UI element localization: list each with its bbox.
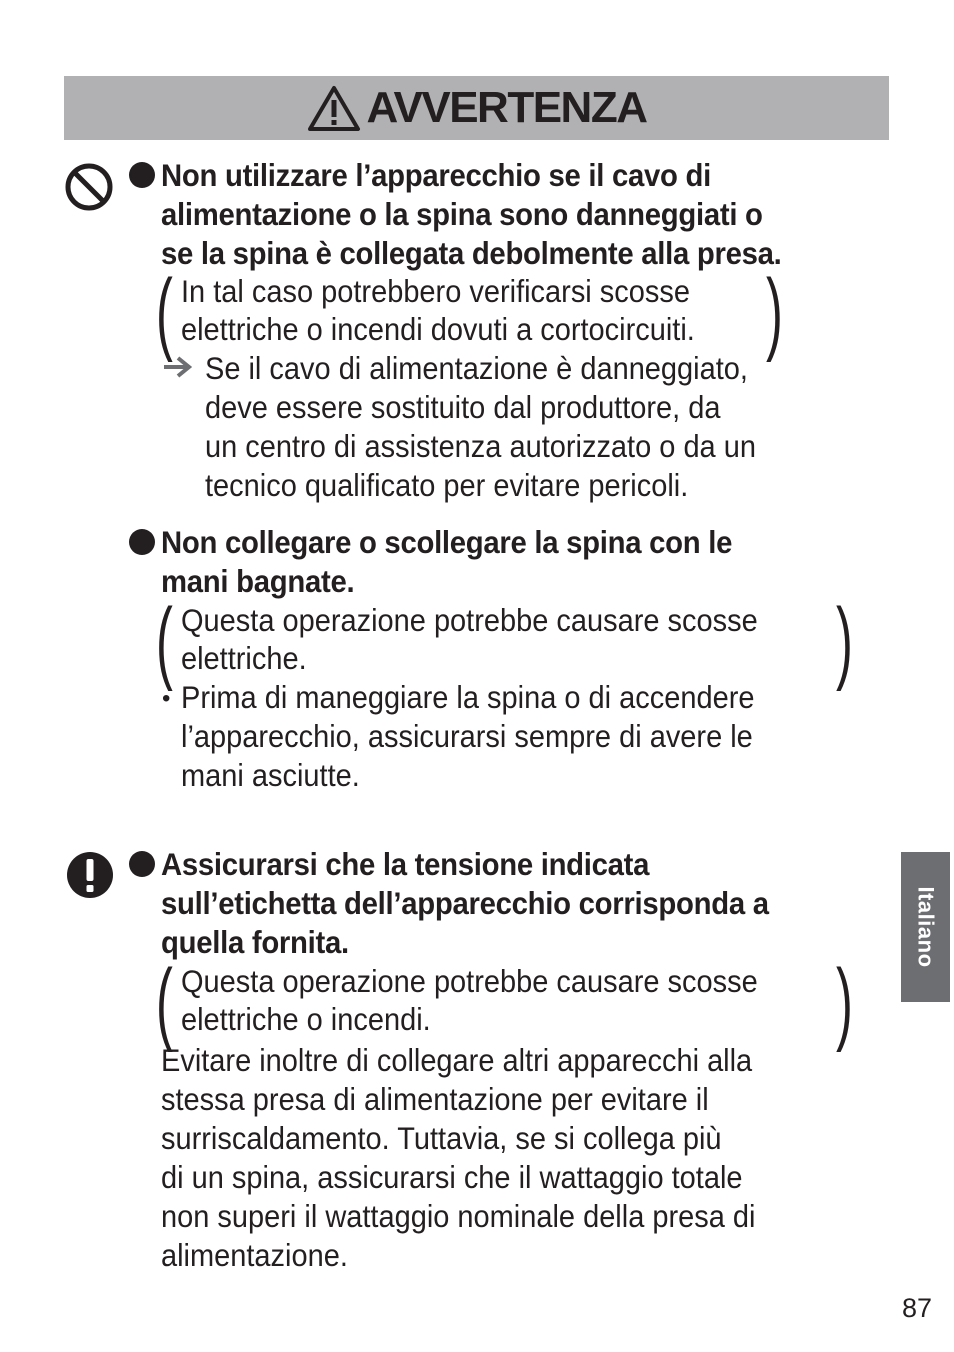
body-text: di un spina, assicurarsi che il wattaggio totale [161, 1159, 743, 1195]
body-text: surriscaldamento. Tuttavia, se si collega più [161, 1120, 722, 1156]
instruction-heading: mani bagnate. [161, 563, 355, 599]
small-bullet: • [162, 685, 171, 712]
instruction-heading: sull’etichetta dell’apparecchio corrisponda a [161, 885, 769, 921]
instruction-heading: alimentazione o la spina sono danneggiati o [161, 196, 763, 232]
arrow-note-text: tecnico qualificato per evitare pericoli. [205, 467, 689, 503]
bullet-note-text: l’apparecchio, assicurarsi sempre di avere le [181, 718, 753, 754]
close-parenthesis: ) [836, 951, 853, 1053]
open-parenthesis: ( [156, 951, 173, 1053]
note-text: elettriche o incendi. [181, 1001, 431, 1037]
arrow-note-text: un centro di assistenza autorizzato o da un [205, 428, 756, 464]
bullet-note-text: mani asciutte. [181, 757, 360, 793]
body-text: alimentazione. [161, 1237, 348, 1273]
page-number: 87 [902, 1293, 933, 1323]
bullet-note-text: Prima di maneggiare la spina o di accendere [181, 679, 755, 715]
language-tab-label: Italiano [913, 886, 939, 968]
prohibition-icon [64, 162, 114, 212]
bullet-dot [129, 529, 155, 555]
body-text: Evitare inoltre di collegare altri apparecchi alla [161, 1042, 753, 1078]
close-parenthesis: ) [766, 261, 783, 363]
note-text: Questa operazione potrebbe causare scosse [181, 602, 758, 638]
mandatory-exclamation-icon [66, 851, 114, 899]
close-parenthesis: ) [836, 590, 853, 692]
instruction-heading: quella fornita. [161, 924, 349, 960]
body-text: non superi il wattaggio nominale della presa di [161, 1198, 756, 1234]
note-text: Questa operazione potrebbe causare scosse [181, 963, 758, 999]
warning-header [64, 76, 889, 140]
instruction-heading: Non collegare o scollegare la spina con le [161, 524, 733, 560]
language-tab [901, 852, 950, 1002]
arrow-note-text: deve essere sostituito dal produttore, da [205, 389, 721, 425]
note-text: elettriche o incendi dovuti a cortocircuiti. [181, 311, 695, 347]
open-parenthesis: ( [156, 590, 173, 692]
body-text: stessa presa di alimentazione per evitare il [161, 1081, 709, 1117]
note-text: In tal caso potrebbero verificarsi scosse [181, 273, 690, 309]
bullet-dot [129, 851, 155, 877]
bullet-dot [129, 162, 155, 188]
note-text: elettriche. [181, 640, 307, 676]
instruction-heading: Assicurarsi che la tensione indicata [161, 846, 650, 882]
arrow-right-icon [163, 356, 193, 378]
instruction-heading: Non utilizzare l’apparecchio se il cavo di [161, 157, 711, 193]
open-parenthesis: ( [156, 261, 173, 363]
page-title: AVVERTENZA [366, 83, 647, 132]
arrow-note-text: Se il cavo di alimentazione è danneggiato, [205, 350, 748, 386]
instruction-heading: se la spina è collegata debolmente alla presa. [161, 235, 782, 271]
warning-triangle-icon [307, 84, 361, 132]
